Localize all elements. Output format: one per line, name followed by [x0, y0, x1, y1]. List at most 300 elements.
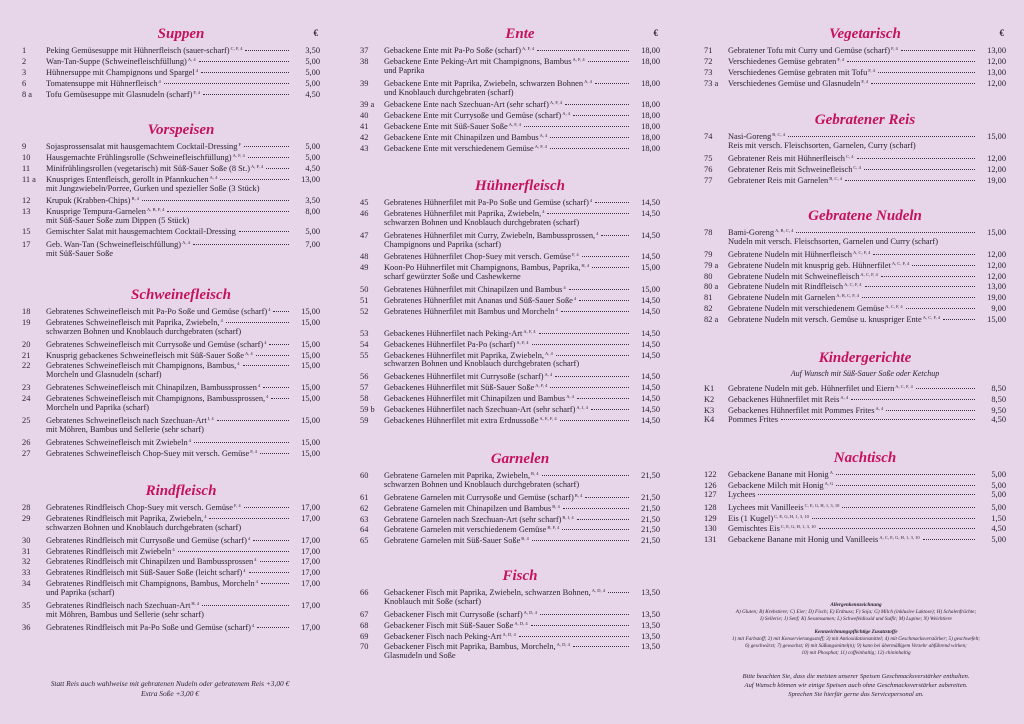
allergen-title: Allergenkennzeichnung	[830, 602, 882, 608]
item-name-text: Eis (1 Kugel)	[728, 513, 774, 523]
allergen-codes: A, 4	[544, 372, 553, 378]
dot-leader	[532, 540, 629, 541]
dot-leader	[167, 211, 289, 212]
allergen-codes: F, 4	[234, 503, 241, 508]
dot-leader	[266, 168, 289, 169]
item-number: 35	[22, 601, 31, 611]
item-number: K1	[704, 384, 715, 393]
item-description: schwarzen Bohnen und Knoblauch durchgebraten (scharf)	[384, 217, 580, 227]
menu-item	[22, 436, 320, 447]
allergen-codes: A, B, F, 4	[146, 207, 165, 213]
dot-leader	[881, 276, 975, 277]
item-name-text: Gebackenes Hühnerfilet mit extra Erdnussoße	[384, 415, 539, 425]
dot-leader	[164, 83, 289, 84]
menu-item	[22, 227, 320, 238]
section-heading: Kindergerichte	[818, 350, 912, 366]
item-price: 14,50	[641, 339, 660, 349]
item-name-text: Gebratene Nudeln mit geb. Hühnerfilet und Eiern	[728, 384, 895, 393]
menu-item	[360, 77, 660, 88]
dot-leader	[226, 322, 289, 323]
dot-leader	[257, 627, 289, 628]
side-dish-note-line1: Statt Reis auch wahlweise mit gebratenen Nudeln oder gebratenem Reis +3,00 €	[50, 679, 290, 688]
item-name-text: Gebratenes Schweinefleisch Chop-Suey mit versch. Gemüse	[46, 448, 250, 458]
allergen-codes: A, C, E, G, H, 1, 3, 10	[879, 535, 920, 541]
allergen-codes: B, F, 4	[547, 525, 560, 531]
dot-leader	[531, 625, 629, 626]
allergen-codes: F, 4	[861, 78, 868, 84]
item-price: 21,50	[641, 525, 660, 535]
flavor-enhancer-notice	[700, 672, 1012, 699]
item-name-text: Gebackene Ente mit Currysoße und Gemüse (scharf)	[384, 111, 562, 121]
item-name-text: Gebratene Nudeln mit Rindfleisch	[728, 282, 844, 292]
section-heading: Gebratene Nudeln	[808, 208, 922, 224]
allergen-codes: 4	[243, 568, 246, 574]
item-price: 15,00	[301, 339, 320, 349]
allergen-codes: F, 4	[868, 67, 875, 73]
dot-leader	[906, 308, 975, 309]
dot-leader	[591, 409, 629, 410]
item-number: 75	[704, 153, 713, 163]
menu-section-garnelen	[360, 449, 660, 545]
item-number: 64	[360, 525, 369, 535]
notice-line1: Bitte beachten Sie, dass die meisten unserer Speisen Geschmacksverstärker enthalten.	[742, 673, 970, 680]
allergen-codes: A, D, 4	[591, 588, 605, 593]
menu-item	[360, 327, 660, 338]
dot-leader	[239, 231, 289, 232]
item-number: 67	[360, 609, 369, 619]
allergen-codes: A, 4	[244, 350, 253, 356]
item-number: 71	[704, 46, 713, 55]
item-name	[384, 142, 547, 155]
menu-section-kindergerichte	[704, 348, 1006, 426]
item-number: 73 a	[704, 78, 719, 88]
allergen-codes: 4	[596, 230, 599, 236]
item-price: 14,50	[641, 252, 660, 262]
allergen-line1: A) Gluten; B) Krebstiere; C) Eier; D) Fisch; E) Erdnuss; F) Soja; G) Milch (inklusive Laktose); H) Schalenfrüchte;	[735, 609, 977, 615]
item-description: und Knoblauch durchgebraten (scharf)	[384, 87, 514, 97]
item-price: 12,00	[987, 249, 1006, 259]
menu-item	[704, 270, 1006, 281]
allergen-codes: B, C, 4	[772, 132, 786, 137]
dot-leader	[550, 148, 629, 149]
item-number: 39	[360, 78, 369, 88]
item-price: 15,00	[987, 228, 1006, 237]
item-name-text: Gebratene Nudeln mit Garnelen	[728, 293, 836, 303]
menu-item	[22, 173, 320, 184]
item-name-text: Gebratenes Schweinefleisch mit Pa-Po Soße und Gemüse (scharf)	[46, 307, 268, 316]
item-name-text: Gebratenes Schweinefleisch mit Champignons, Bambus,	[46, 361, 237, 371]
item-name	[728, 490, 755, 501]
item-price: 17,00	[301, 513, 320, 523]
dot-leader	[865, 286, 975, 287]
dot-leader	[569, 289, 629, 290]
allergen-codes: B, I, 4	[562, 514, 574, 520]
additives-line2: 6) geschwärzt; 7) gewachst; 8) mit Süßungsmittel(n); 9) kann bei übermäßigem Verzehr abführend wirken;	[745, 643, 967, 649]
item-price: 12,00	[987, 78, 1006, 88]
item-name-text: Gemischter Salat mit hausgemachtem Cocktail-Dressing	[46, 227, 236, 237]
item-number: 40	[360, 111, 369, 121]
allergen-codes: 4	[254, 557, 257, 563]
allergen-codes: A, I, 4	[576, 405, 588, 411]
item-description: schwarzen Bohnen und Knoblauch durchgebraten (scharf)	[46, 326, 242, 336]
dot-leader	[178, 551, 289, 552]
menu-item	[360, 283, 660, 294]
item-price: 13,50	[641, 609, 660, 619]
allergen-codes: A, F, 4	[516, 339, 529, 345]
item-price: 15,00	[641, 285, 660, 295]
allergen-codes: A, 4	[584, 78, 592, 84]
item-price: 17,00	[301, 546, 320, 556]
menu-item	[704, 259, 1006, 270]
item-description: mit Möhren, Bambus und Sellerie (sehr scharf)	[46, 609, 204, 619]
allergen-codes: F, 4	[891, 46, 898, 51]
menu-item	[360, 44, 660, 55]
item-name-text: Knusprig gebackenes Schweinefleisch mit Süß-Sauer Soße	[46, 350, 244, 360]
item-name-text: Bami-Goreng	[728, 228, 775, 237]
item-name-text: Gebratenes Schweinefleisch mit Paprika, Zwiebeln,	[46, 317, 220, 327]
dot-leader	[819, 528, 975, 529]
menu-item	[22, 316, 320, 327]
dot-leader	[244, 507, 289, 508]
item-number: 80	[704, 271, 713, 281]
item-number: 57	[360, 383, 369, 393]
menu-section-h-hnerfleisch	[360, 176, 660, 425]
menu-item	[704, 490, 1006, 501]
item-name-text: Gebackenes Hühnerfilet mit Pommes Frites	[728, 405, 875, 415]
dot-leader	[519, 636, 629, 637]
item-price: 15,00	[301, 394, 320, 404]
allergen-codes: B, 4	[531, 471, 539, 476]
menu-section-gebratener-reis	[704, 110, 1006, 184]
item-description: Nudeln mit versch. Fleischsorten, Garnelen und Curry (scharf)	[728, 236, 939, 246]
item-number: 28	[22, 503, 31, 512]
dot-leader	[555, 376, 629, 377]
allergen-codes: 4	[188, 437, 191, 443]
item-price: 12,00	[987, 56, 1006, 66]
dot-leader	[556, 355, 629, 356]
allergen-codes: A, 4	[187, 56, 196, 62]
dot-leader	[595, 83, 629, 84]
allergen-codes: F, 4	[572, 252, 579, 258]
item-price: 4,50	[991, 524, 1006, 534]
item-name-text: Gebratenes Rindfleisch mit Zwiebeln	[46, 546, 172, 556]
item-name	[46, 227, 236, 238]
dot-leader	[244, 146, 289, 147]
dot-leader	[592, 267, 629, 268]
menu-section-rindfleisch	[22, 481, 320, 632]
allergen-codes: F, 4	[837, 56, 845, 62]
dot-leader	[256, 355, 289, 356]
dot-leader	[573, 115, 629, 116]
item-number: 73	[704, 67, 713, 77]
menu-item	[704, 479, 1006, 490]
additives-line1: 1) mit Farbstoff; 2) mit Konservierungsstoff; 3) mit Antioxidationsmittel; 4) mit Geschmacksverstärker; 5) geschwefelt;	[731, 636, 981, 642]
item-number: 37	[360, 46, 369, 55]
menu-item	[704, 512, 1006, 523]
dot-leader	[563, 508, 629, 509]
item-description: schwarzen Bohnen und Knoblauch durchgebraten (scharf)	[384, 359, 580, 369]
dot-leader	[585, 497, 629, 498]
dot-leader	[579, 300, 629, 301]
item-number: 127	[704, 489, 717, 499]
item-price: 17,00	[301, 601, 320, 611]
menu-item	[360, 55, 660, 66]
item-price: 18,00	[641, 78, 660, 88]
dot-leader	[193, 244, 289, 245]
item-name-text: Gebratenes Schweinefleisch mit Zwiebeln	[46, 437, 188, 447]
menu-section-gebratene-nudeln	[704, 206, 1006, 324]
menu-item	[22, 66, 320, 77]
item-name-text: Gebackener Fisch nach Peking-Art	[384, 631, 502, 641]
dot-leader	[601, 235, 629, 236]
item-name-text: Gebackener Fisch mit Currysoße (scharf)	[384, 609, 523, 619]
section-heading: Garnelen	[490, 451, 550, 467]
dot-leader	[577, 519, 629, 520]
item-name-text: Gebratenes Hühnerfilet mit Paprika, Zwiebeln,	[384, 208, 542, 218]
item-name-text: Gebackene Ente Peking-Art mit Champignons, Bambus	[384, 56, 572, 66]
menu-item	[360, 513, 660, 524]
item-name-text: Nasi-Goreng	[728, 132, 772, 141]
item-price: 8,00	[305, 207, 320, 217]
dot-leader	[873, 254, 975, 255]
allergen-codes: H, 4	[191, 601, 200, 607]
allergen-codes: C, E, G, H, 1, 3, 10	[804, 502, 840, 508]
item-name-text: Gebackene Ente mit Süß-Sauer Soße	[384, 122, 508, 132]
item-number: 66	[360, 588, 369, 597]
item-price: 14,50	[641, 383, 660, 393]
item-number: K2	[704, 394, 715, 404]
item-name	[728, 174, 842, 187]
item-description: mit Süß-Sauer Soße zum Dippen (5 Stück)	[46, 216, 190, 226]
item-description: Champignons und Paprika (scharf)	[384, 239, 501, 249]
item-number: 129	[704, 513, 717, 523]
menu-item	[22, 501, 320, 512]
allergen-codes: A, 4	[209, 174, 218, 180]
menu-item	[704, 404, 1006, 415]
dot-leader	[812, 518, 975, 519]
item-name-text: Verschiedenes Gemüse und Glasnudeln	[728, 78, 861, 88]
allergen-codes: A, F, 4	[508, 122, 521, 128]
item-name-text: Knusprige Tempura-Garnelen	[46, 207, 146, 217]
dot-leader	[248, 157, 289, 158]
item-name-text: Gebackene Ente nach Szechuan-Art (sehr scharf)	[384, 100, 549, 110]
item-price: 5,00	[305, 78, 320, 88]
item-name-text: Gebratenes Rindfleisch mit Paprika, Zwiebeln,	[46, 513, 204, 523]
dot-leader	[836, 485, 975, 486]
menu-item	[360, 261, 660, 272]
item-number: 72	[704, 56, 713, 66]
menu-section-suppen	[22, 24, 320, 98]
item-name-text: Hühnersuppe mit Champignons und Spargel	[46, 67, 195, 77]
item-name-text: Gebratenes Hühnerfilet mit Ananas und Süß-Sauer Soße	[384, 296, 573, 306]
menu-item	[22, 162, 320, 173]
allergen-codes: 4	[563, 285, 566, 291]
item-price: 8,50	[991, 394, 1006, 404]
menu-item	[22, 621, 320, 632]
menu-item	[360, 608, 660, 619]
allergen-codes: B, 4	[521, 536, 529, 542]
item-number: 58	[360, 394, 369, 404]
menu-item	[360, 370, 660, 381]
item-name-text: Gebratene Nudeln mit knusprig geb. Hühnerfilet	[728, 260, 891, 270]
item-name-text: Gebratenes Rindfleisch nach Szechuan-Art	[46, 601, 191, 611]
dot-leader	[565, 104, 629, 105]
item-price: 1,50	[991, 513, 1006, 523]
dot-leader	[243, 365, 289, 366]
item-number: 29	[22, 513, 31, 523]
menu-item	[704, 382, 1006, 393]
menu-item	[704, 226, 1006, 237]
item-price: 9,50	[991, 405, 1006, 415]
menu-item	[22, 359, 320, 370]
menu-item	[22, 305, 320, 316]
dot-leader	[901, 50, 975, 51]
allergen-codes: C, E, G, H, 1, 3, 10	[780, 524, 816, 530]
additives-line3: 10) mit Phosphat; 11) coffeinhaltig; 12) chininhaltig	[801, 650, 911, 656]
item-name-text: Gebackenes Hühnerfilet nach Peking-Art	[384, 328, 523, 338]
dot-leader	[539, 333, 629, 334]
menu-item	[360, 640, 660, 651]
dot-leader	[582, 256, 629, 257]
dot-leader	[878, 72, 975, 73]
item-name-text: Gebratene Nudeln mit Hühnerfleisch	[728, 249, 852, 259]
allergen-codes: A	[829, 470, 833, 475]
item-number: 60	[360, 471, 369, 480]
dot-leader	[857, 158, 976, 159]
item-name-text: Gebackene Milch mit Honig	[728, 480, 824, 490]
dot-leader	[249, 572, 289, 573]
item-price: 21,50	[641, 492, 660, 502]
item-name	[728, 313, 940, 326]
item-number: 23	[22, 383, 31, 393]
allergen-codes: A, 4	[182, 240, 190, 246]
item-description: und Paprika	[384, 65, 425, 75]
item-number: 22	[22, 361, 31, 371]
item-price: 19,00	[987, 293, 1006, 303]
notice-line2: Auf Wunsch können wir einige Speisen auch ohne Geschmacksverstärker zubereiten.	[744, 682, 968, 689]
menu-item	[22, 349, 320, 360]
menu-item	[360, 98, 660, 109]
item-number: 61	[360, 492, 369, 502]
item-description: mit Süß-Sauer Soße	[46, 248, 113, 258]
item-price: 14,50	[641, 415, 660, 425]
item-price: 5,00	[991, 470, 1006, 479]
item-name-text: Gebratene Nudeln mit Schweinefleisch	[728, 271, 860, 281]
allergen-codes: A, F, 4	[534, 144, 547, 150]
item-number: 34	[22, 579, 31, 589]
item-number: 49	[360, 263, 369, 273]
allergen-codes: A, F, 4	[549, 100, 563, 106]
menu-section-schweinefleisch	[22, 285, 320, 457]
item-name-text: Gebratene Garnelen nach Szechuan-Art (sehr scharf)	[384, 514, 562, 524]
item-price: 5,00	[305, 142, 320, 151]
menu-item	[22, 194, 320, 205]
item-name-text: Gebratene Garnelen mit Chinapilzen und Bambus	[384, 503, 552, 513]
item-name-text: Gebackenes Hühnerfilet mit Reis	[728, 394, 840, 404]
dot-leader	[864, 169, 975, 170]
dot-leader	[550, 137, 629, 138]
dot-leader	[245, 50, 289, 51]
menu-item	[22, 447, 320, 458]
allergen-codes: A, B, C, F, 4	[836, 293, 859, 299]
menu-item	[360, 619, 660, 630]
item-name-text: Geb. Wan-Tan (Schweinefleischfüllung)	[46, 240, 182, 250]
item-price: 5,00	[991, 502, 1006, 512]
menu-item	[360, 534, 660, 545]
dot-leader	[851, 399, 975, 400]
item-number: 126	[704, 480, 717, 490]
item-price: 17,00	[301, 622, 320, 632]
dot-leader	[547, 213, 629, 214]
allergen-codes: A, C, F, 4	[885, 304, 903, 310]
dot-leader	[943, 319, 975, 320]
item-description: schwarzen Bohnen und Knoblauch durchgebraten (scharf)	[46, 522, 242, 532]
item-price: 14,50	[641, 306, 660, 316]
item-name	[46, 88, 200, 101]
item-price: 17,00	[301, 503, 320, 512]
allergen-codes: 4	[158, 78, 161, 84]
allergen-codes: 4	[268, 307, 271, 312]
notice-line3: Sprechen Sie hierfür gerne das Servicepersonal an.	[788, 691, 924, 698]
menu-item	[22, 238, 320, 249]
dot-leader	[271, 398, 289, 399]
menu-item	[704, 280, 1006, 291]
dot-leader	[194, 442, 289, 443]
item-price: 14,50	[641, 350, 660, 360]
item-number: 128	[704, 502, 717, 512]
item-description: schwarzen Bohnen und Knoblauch durchgebraten (scharf)	[384, 479, 580, 489]
allergen-codes: A, C, F, 4	[844, 282, 862, 288]
allergen-codes: 4	[220, 317, 223, 323]
item-number: 39 a	[360, 100, 375, 110]
item-number: 54	[360, 339, 369, 349]
menu-section-vegetarisch	[704, 24, 1006, 88]
dot-leader	[886, 410, 975, 411]
item-price: 5,00	[305, 67, 320, 77]
item-name-text: Gebackenes Hühnerfilet nach Szechuan-Art (sehr scharf)	[384, 405, 576, 415]
allergen-codes: A, C, F, 4	[891, 260, 910, 266]
dot-leader	[758, 494, 975, 495]
menu-item	[22, 566, 320, 577]
item-number: 68	[360, 620, 369, 630]
side-dish-note-line2: Extra Soße +3,00 €	[141, 689, 199, 698]
item-number: 42	[360, 133, 369, 143]
menu-item	[22, 55, 320, 66]
menu-item	[22, 392, 320, 403]
item-name-text: Gebratener Reis mit Hühnerfleisch	[728, 153, 845, 163]
item-number: 1	[22, 46, 27, 55]
menu-item	[22, 534, 320, 545]
item-number: 9	[22, 142, 27, 151]
menu-item	[704, 77, 1006, 88]
dot-leader	[781, 419, 975, 420]
menu-item	[22, 44, 320, 55]
menu-item	[22, 545, 320, 556]
dot-leader	[253, 540, 289, 541]
allergen-codes: A, G	[824, 480, 834, 486]
allergen-codes: 4	[264, 339, 267, 345]
item-name-text: Hausgemachte Frühlingsrolle (Schweinefleischfüllung)	[46, 152, 232, 162]
item-price: 13,00	[987, 46, 1006, 55]
section-heading: Nachtisch	[833, 450, 897, 466]
item-price: 18,00	[641, 111, 660, 121]
menu-item	[360, 109, 660, 120]
menu-item	[360, 392, 660, 403]
item-name-text: Lychees mit Vanilleeis	[728, 502, 804, 512]
menu-item	[22, 599, 320, 610]
item-number: 53	[360, 328, 369, 338]
allergen-codes: 4	[204, 513, 207, 519]
